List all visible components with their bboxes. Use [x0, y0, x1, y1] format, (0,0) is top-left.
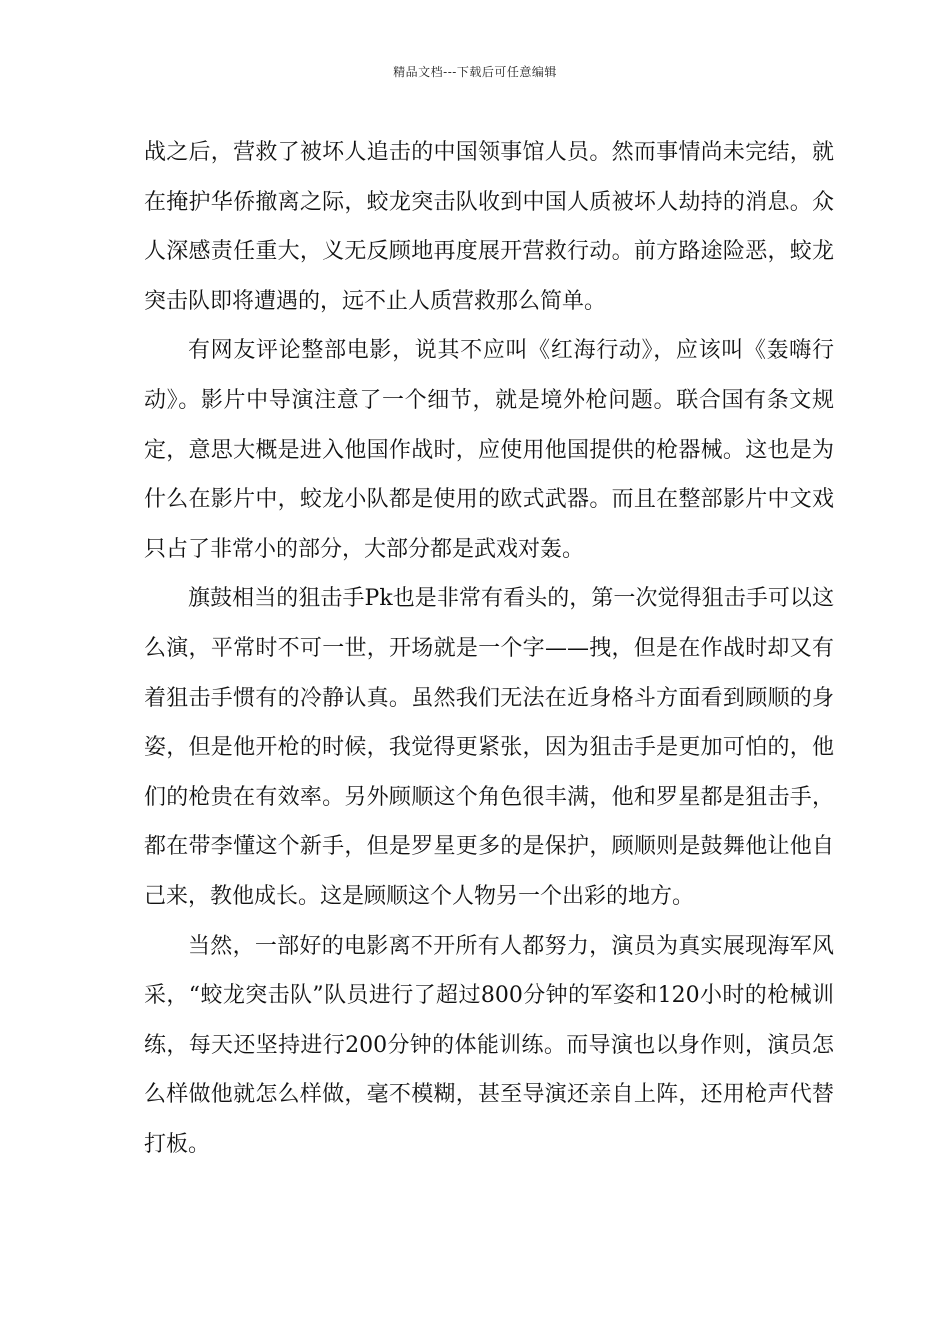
paragraph: 旗鼓相当的狙击手Pk也是非常有看头的，第一次觉得狙击手可以这么演，平常时不可一世，开场就是一个字——拽，但是在作战时却又有着狙击手惯有的冷静认真。虽然我们无法在近身格斗方面看到顾顺的身姿，但是他开枪的时候，我觉得更紧张，因为狙击手是更加可怕的，他们的枪贵在有效率。另外顾顺这个角色很丰满，他和罗星都是狙击手，都在带李懂这个新手，但是罗星更多的是保护，顾顺则是鼓舞他让他自己来，教他成长。这是顾顺这个人物另一个出彩的地方。	[144, 586, 834, 909]
page-header: 精品文档---下载后可任意编辑	[393, 65, 557, 79]
paragraph: 有网友评论整部电影，说其不应叫《红海行动》，应该叫《轰嗨行动》。影片中导演注意了一个细节，就是境外枪问题。联合国有条文规定，意思大概是进入他国作战时，应使用他国提供的枪器械。这也是为什么在影片中，蛟龙小队都是使用的欧式武器。而且在整部影片中文戏只占了非常小的部分，大部分都是武戏对轰。	[144, 338, 834, 562]
paragraph: 当然，一部好的电影离不开所有人都努力，演员为真实展现海军风采，“蛟龙突击队”队员进行了超过800分钟的军姿和120小时的枪械训练，每天还坚持进行200分钟的体能训练。而导演也以身作则，演员怎么样做他就怎么样做，毫不模糊，甚至导演还亲自上阵，还用枪声代替打板。	[144, 933, 834, 1157]
document-body	[144, 128, 834, 1169]
paragraph-continued: 战之后，营救了被坏人追击的中国领事馆人员。然而事情尚未完结，就在掩护华侨撤离之际，蛟龙突击队收到中国人质被坏人劫持的消息。众人深感责任重大，义无反顾地再度展开营救行动。前方路途险恶，蛟龙突击队即将遭遇的，远不止人质营救那么简单。	[144, 140, 834, 314]
